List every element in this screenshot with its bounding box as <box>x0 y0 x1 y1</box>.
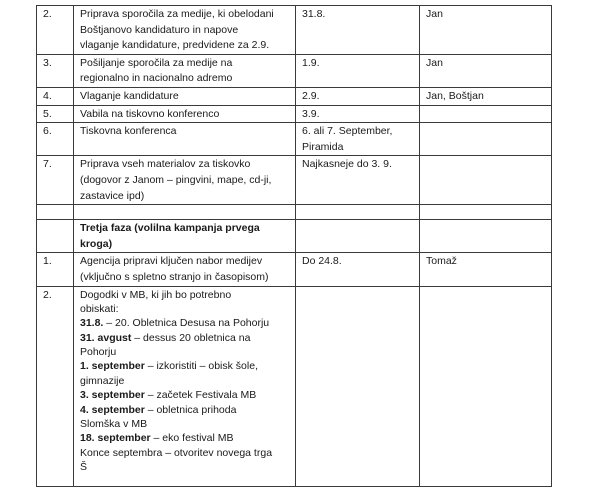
text-line: Š <box>80 461 88 474</box>
text-line: Jan, Boštjan <box>426 89 484 102</box>
row-number-cell <box>37 156 74 205</box>
text-line: 5. <box>43 107 52 120</box>
text-line: gimnazije <box>80 374 125 387</box>
owner-cell <box>420 286 552 486</box>
task-cell <box>74 205 296 220</box>
text-line: 7. <box>43 158 52 171</box>
owner-cell <box>420 87 552 105</box>
text-line <box>80 388 291 402</box>
row-number-cell <box>37 220 74 253</box>
text-line: obiskati: <box>80 302 119 315</box>
date-cell <box>296 205 420 220</box>
text-line: Priprava vseh materialov za tiskovko <box>80 158 251 171</box>
text-line: Do 24.8. <box>302 255 342 268</box>
owner-cell <box>420 220 552 253</box>
date-cell <box>296 105 420 123</box>
table-row <box>37 6 552 55</box>
table-row <box>37 220 552 253</box>
owner-cell <box>420 105 552 123</box>
text-line: Vlaganje kandidature <box>80 89 179 102</box>
owner-cell <box>420 123 552 156</box>
text-line <box>80 403 291 417</box>
text-line: 2. <box>43 288 52 301</box>
task-cell <box>74 253 296 286</box>
text-line: 3. <box>43 56 52 69</box>
text-line: 31.8. <box>302 8 326 20</box>
task-cell <box>74 6 296 55</box>
row-number-cell <box>37 286 74 486</box>
owner-cell <box>420 6 552 55</box>
task-cell <box>74 105 296 123</box>
text-segment: – eko festival MB <box>150 432 234 445</box>
table-row <box>37 105 552 123</box>
bold-text-segment: Tretja faza (volilna kampanja prvega <box>80 222 260 235</box>
text-line: (vključno s spletno stranjo in časopisom) <box>80 270 269 283</box>
text-line: Najkasneje do 3. 9. <box>302 158 392 171</box>
task-cell <box>74 220 296 253</box>
text-line: Piramida <box>302 140 344 153</box>
schedule-table <box>36 5 552 487</box>
bold-text-segment: 31.8. <box>80 317 104 330</box>
row-number-cell <box>37 105 74 123</box>
text-segment: – obletnica prihoda <box>144 403 237 416</box>
text-line: Konce septembra – otvoritev novega trga <box>80 446 273 459</box>
text-line <box>80 237 291 253</box>
text-line: Slomška v MB <box>80 418 148 431</box>
task-cell <box>74 123 296 156</box>
owner-cell <box>420 205 552 220</box>
text-line <box>80 431 291 445</box>
row-number-cell <box>37 54 74 87</box>
bold-text-segment: kroga) <box>80 237 113 250</box>
text-line: Jan <box>426 56 443 69</box>
text-line: Dogodki v MB, ki jih bo potrebno <box>80 288 232 301</box>
text-line <box>80 316 291 330</box>
table-row <box>37 286 552 486</box>
text-line: Agencija pripravi ključen nabor medijev <box>80 255 263 268</box>
owner-cell <box>420 156 552 205</box>
text-line: Vabila na tiskovno konferenco <box>80 107 220 120</box>
schedule-table-body <box>37 6 552 487</box>
text-line: Priprava sporočila za medije, ki obelodani <box>80 8 274 20</box>
text-line: regionalno in nacionalno adremo <box>80 72 233 85</box>
bold-text-segment: 4. september <box>80 403 145 416</box>
row-number-cell <box>37 123 74 156</box>
date-cell <box>296 253 420 286</box>
text-line: 1.9. <box>302 56 320 69</box>
bold-text-segment: 3. september <box>80 389 145 402</box>
date-cell <box>296 156 420 205</box>
bold-text-segment: 31. avgust <box>80 331 132 344</box>
text-line: 1. <box>43 255 52 268</box>
text-line: Pohorju <box>80 346 117 359</box>
date-cell <box>296 286 420 486</box>
task-cell <box>74 54 296 87</box>
text-line: 4. <box>43 89 52 102</box>
text-line: (dogovor z Janom – pingvini, mape, cd-ji, <box>80 173 272 186</box>
text-segment: – dessus 20 obletnica na <box>131 331 251 344</box>
table-row <box>37 87 552 105</box>
row-number-cell <box>37 87 74 105</box>
text-line: 2.9. <box>302 89 320 102</box>
date-cell <box>296 6 420 55</box>
row-number-cell <box>37 253 74 286</box>
text-line: 2. <box>43 8 52 20</box>
text-line: zastavice ipd) <box>80 189 145 202</box>
table-row <box>37 156 552 205</box>
text-line: vlaganje kandidature, predvidene za 2.9. <box>80 39 270 52</box>
text-line: 6. <box>43 125 52 138</box>
text-line <box>80 359 291 373</box>
text-line <box>80 331 291 345</box>
owner-cell <box>420 253 552 286</box>
date-cell <box>296 220 420 253</box>
table-row <box>37 123 552 156</box>
table-row <box>37 205 552 220</box>
text-line: Tomaž <box>426 255 457 268</box>
task-cell <box>74 286 296 486</box>
table-row <box>37 253 552 286</box>
text-line: Jan <box>426 8 443 20</box>
table-row <box>37 54 552 87</box>
text-line <box>80 221 291 237</box>
text-segment: – izkoristiti – obisk šole, <box>144 360 258 373</box>
row-number-cell <box>37 205 74 220</box>
date-cell <box>296 123 420 156</box>
text-segment: – 20. Obletnica Desusa na Pohorju <box>103 317 270 330</box>
row-number-cell <box>37 6 74 55</box>
text-line: Pošiljanje sporočila za medije na <box>80 56 233 69</box>
bold-text-segment: 1. september <box>80 360 145 373</box>
date-cell <box>296 54 420 87</box>
bold-text-segment: 18. september <box>80 432 151 445</box>
owner-cell <box>420 54 552 87</box>
text-line: Boštjanovo kandidaturo in napove <box>80 23 239 36</box>
text-segment: – začetek Festivala MB <box>144 389 257 402</box>
task-cell <box>74 87 296 105</box>
text-line: Tiskovna konferenca <box>80 125 177 138</box>
text-line: 3.9. <box>302 107 320 120</box>
date-cell <box>296 87 420 105</box>
text-line: 6. ali 7. September, <box>302 125 393 138</box>
task-cell <box>74 156 296 205</box>
